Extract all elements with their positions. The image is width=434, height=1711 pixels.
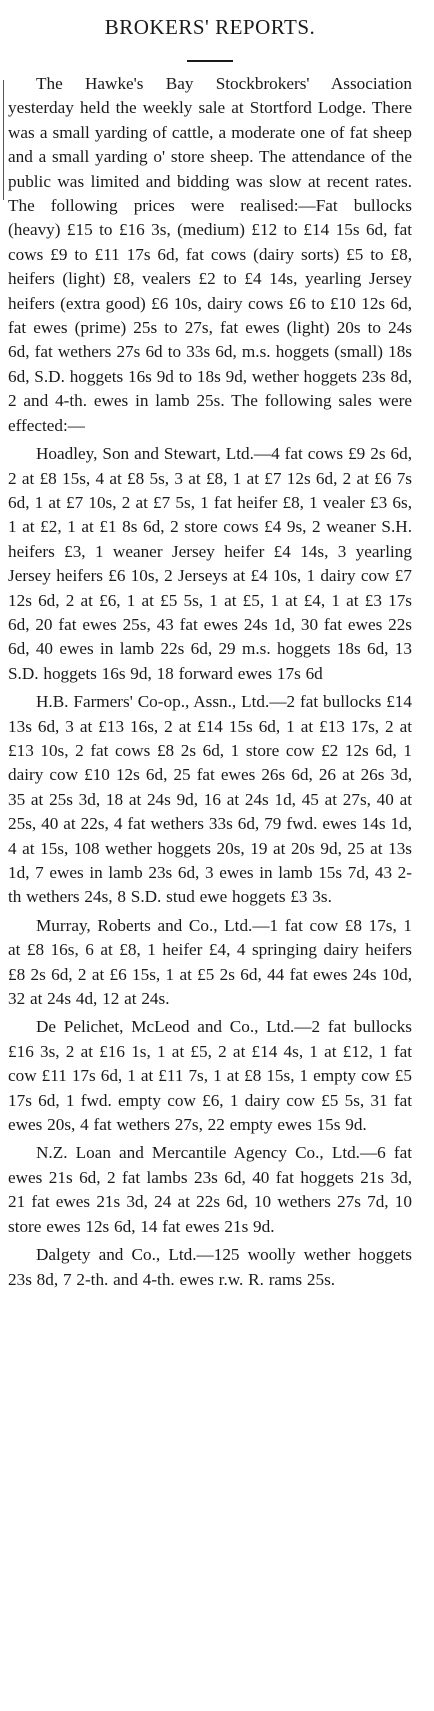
sales-paragraph-dalgety: Dalgety and Co., Ltd.—125 woolly wether hoggets 23s 8d, 7 2-th. and 4-th. ewes r.w. R. rams 25s. <box>8 1245 412 1289</box>
column-margin-line <box>3 80 4 200</box>
sales-paragraph-hb-farmers: H.B. Farmers' Co-op., Assn., Ltd.—2 fat bullocks £14 13s 6d, 3 at £13 16s, 2 at £14 15s 6d, 1 at £13 17s, 2 at £13 10s, 2 fat cows £8 2s 6d, 1 store cow £2 12s 6d, 1 dairy cow £10 12s 6d, 25 fat ewes 26s 6d, 26 at 26s 3d, 35 at 25s 3d, 18 at 24s 9d, 16 at 24s 1d, 45 at 27s, 40 at 25s, 40 at 22s, 4 fat wethers 33s 6d, 79 fwd. ewes 14s 1d, 4 at 15s, 108 wether hoggets 20s, 19 at 20s 9d, 25 at 13s 1d, 7 ewes in lamb 23s 6d, 3 ewes in lamb 15s 7d, 43 2-th wethers 24s, 8 S.D. stud ewe hoggets £3 3s. <box>8 692 412 907</box>
sales-paragraph-hoadley: Hoadley, Son and Stewart, Ltd.—4 fat cows £9 2s 6d, 2 at £8 15s, 4 at £8 5s, 3 at £8, 1 at £7 12s 6d, 2 at £6 7s 6d, 1 at £7 10s, 2 at £7 5s, 1 fat heifer £8, 1 vealer £3 6s, 1 at £2, 1 at £1 8s 6d, 2 store cows £4 9s, 2 weaner S.H. heifers £3, 1 weaner Jersey heifer £4 14s, 3 yearling Jersey heifers £6 10s, 2 Jerseys at £4 10s, 1 dairy cow £7 12s 6d, 2 at £6, 1 at £5 5s, 1 at £5, 1 at £4, 1 at £3 17s 6d, 20 fat ewes 25s, 43 fat ewes 24s 1d, 30 fat ewes 22s 6d, 40 ewes in lamb 22s 6d, 29 m.s. hoggets 18s 6d, 13 S.D. hoggets 16s 9d, 18 forward ewes 17s 6d <box>8 444 412 683</box>
heading-divider <box>187 60 233 62</box>
sales-paragraph-de-pelichet: De Pelichet, McLeod and Co., Ltd.—2 fat bullocks £16 3s, 2 at £16 1s, 1 at £5, 2 at £14 4s, 1 at £12, 1 fat cow £11 17s 6d, 1 at £11 7s, 1 at £8 15s, 1 empty cow £5 17s 6d, 1 fwd. empty cow £6, 1 dairy cow £5 5s, 31 fat ewes 20s, 4 fat wethers 27s, 22 empty ewes 15s 9d. <box>8 1017 412 1135</box>
article-heading: BROKERS' REPORTS. <box>104 15 316 39</box>
sales-paragraph-murray-roberts: Murray, Roberts and Co., Ltd.—1 fat cow £8 17s, 1 at £8 16s, 6 at £8, 1 heifer £4, 4 springing dairy heifers £8 2s 6d, 2 at £6 15s, 1 at £5 2s 6d, 44 fat ewes 24s 10d, 32 at 24s 4d, 12 at 24s. <box>8 915 412 1009</box>
intro-paragraph: The Hawke's Bay Stockbrokers' Association yesterday held the weekly sale at Stortford Lodge. There was a small yarding of cattle, a moderate one of fat sheep and a small yarding o' store sheep. The attendance of the public was limited and bidding was slow at recent rates. The following prices were realised:—Fat bullocks (heavy) £15 to £16 3s, (medium) £12 to £14 15s 6d, fat cows £9 to £11 17s 6d, fat cows (dairy sorts) £5 to £8, heifers (light) £8, vealers £2 to £4 14s, yearling Jersey heifers (extra good) £6 10s, dairy cows £6 to £10 12s 6d, fat ewes (prime) 25s to 27s, fat ewes (light) 20s to 24s 6d, fat wethers 27s 6d to 33s 6d, m.s. hoggets (small) 18s 6d, S.D. hoggets 16s 9d to 18s 9d, wether hoggets 23s 8d, 2 and 4-th. ewes in lamb 25s. The following sales were effected:— <box>8 74 412 435</box>
sales-paragraph-nz-loan: N.Z. Loan and Mercantile Agency Co., Ltd.—6 fat ewes 21s 6d, 2 fat lambs 23s 6d, 40 fat hoggets 21s 3d, 21 fat ewes 21s 3d, 24 at 22s 6d, 10 wethers 27s 7d, 10 store ewes 12s 6d, 14 fat ewes 21s 9d. <box>8 1143 412 1236</box>
